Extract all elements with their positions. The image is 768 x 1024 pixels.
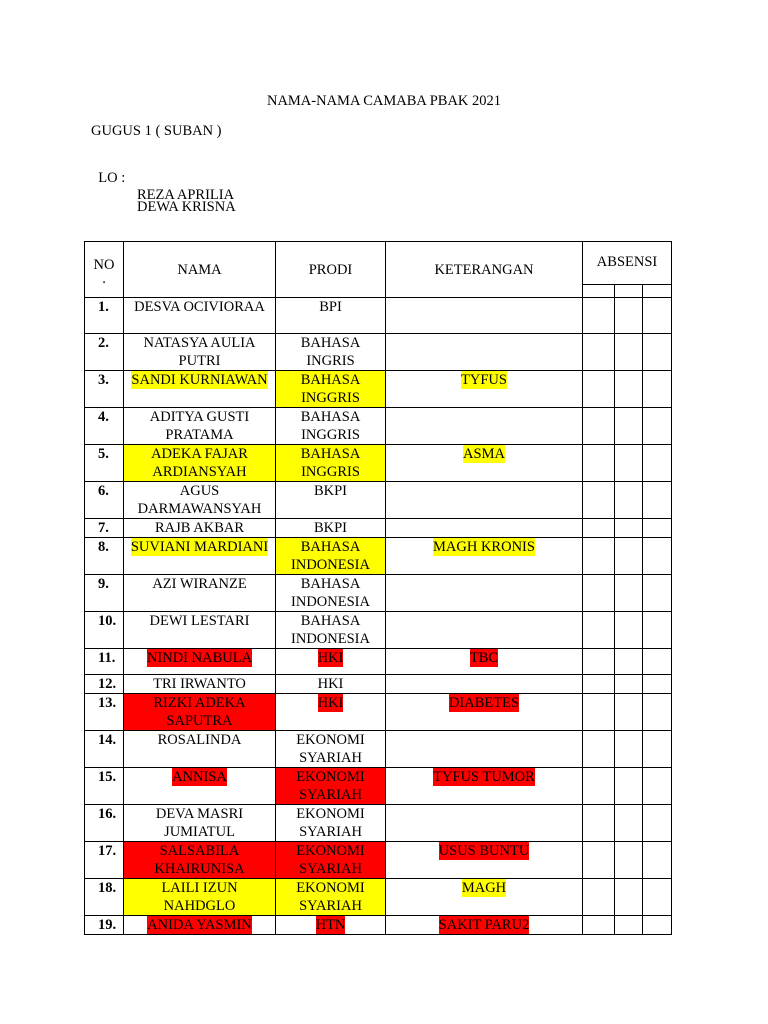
absensi-cell-3[interactable] [643,408,672,445]
row-number: 11. [85,649,124,675]
row-keterangan [386,408,583,445]
absensi-cell-3[interactable] [643,842,672,879]
absensi-cell-3[interactable] [643,371,672,408]
table-row [85,408,672,445]
row-number: 6. [85,482,124,519]
row-keterangan: DIABETES [386,694,583,731]
header-nama: NAMA [124,242,276,298]
absensi-cell-1[interactable] [583,538,615,575]
absensi-cell-1[interactable] [583,612,615,649]
absensi-cell-1[interactable] [583,371,615,408]
row-number: 19. [85,916,124,935]
absensi-cell-2[interactable] [615,445,643,482]
absensi-cell-1[interactable] [583,334,615,371]
table-row [85,805,672,842]
absensi-cell-2[interactable] [615,805,643,842]
row-prodi: BAHASA INGGRIS [276,371,386,408]
row-prodi: HKI [276,694,386,731]
table-row [85,482,672,519]
row-nama: DESVA OCIVIORAA [124,298,276,334]
row-number: 9. [85,575,124,612]
absensi-cell-3[interactable] [643,879,672,916]
absensi-cell-2[interactable] [615,575,643,612]
absensi-cell-3[interactable] [643,675,672,694]
row-keterangan [386,675,583,694]
lo-name-1: REZA APRILIA [137,187,235,203]
absensi-cell-2[interactable] [615,538,643,575]
row-nama: RAJB AKBAR [124,519,276,538]
absensi-cell-1[interactable] [583,731,615,768]
absensi-col-3 [643,285,672,298]
row-number: 8. [85,538,124,575]
row-keterangan: TYFUS TUMOR [386,768,583,805]
row-number: 5. [85,445,124,482]
row-prodi: BAHASA INGGRIS [276,445,386,482]
row-number: 13. [85,694,124,731]
table-row [85,694,672,731]
row-keterangan: MAGH [386,879,583,916]
absensi-cell-3[interactable] [643,445,672,482]
header-no: NO . [85,242,124,298]
row-nama: SUVIANI MARDIANI [124,538,276,575]
absensi-cell-3[interactable] [643,538,672,575]
row-keterangan [386,575,583,612]
row-prodi: EKONOMI SYARIAH [276,768,386,805]
absensi-cell-1[interactable] [583,445,615,482]
row-number: 18. [85,879,124,916]
absensi-cell-3[interactable] [643,612,672,649]
row-prodi: EKONOMI SYARIAH [276,842,386,879]
row-prodi: BAHASA INDONESIA [276,538,386,575]
table-row [85,538,672,575]
row-prodi: BKPI [276,482,386,519]
row-number: 10. [85,612,124,649]
absensi-cell-2[interactable] [615,768,643,805]
row-keterangan [386,612,583,649]
row-keterangan [386,519,583,538]
table-row [85,298,672,334]
absensi-cell-3[interactable] [643,298,672,334]
row-prodi: BAHASA INDONESIA [276,575,386,612]
table-row [85,519,672,538]
table-row [85,675,672,694]
gugus-label: GUGUS 1 ( SUBAN ) [91,123,222,139]
absensi-cell-2[interactable] [615,675,643,694]
table-row [85,575,672,612]
absensi-cell-1[interactable] [583,768,615,805]
absensi-cell-3[interactable] [643,731,672,768]
absensi-cell-2[interactable] [615,519,643,538]
row-prodi: EKONOMI SYARIAH [276,879,386,916]
row-nama: SANDI KURNIAWAN [124,371,276,408]
absensi-cell-2[interactable] [615,916,643,935]
table-row [85,879,672,916]
absensi-cell-3[interactable] [643,768,672,805]
row-prodi: HTN [276,916,386,935]
row-keterangan [386,482,583,519]
row-number: 1. [85,298,124,334]
row-prodi: BKPI [276,519,386,538]
row-nama: AZI WIRANZE [124,575,276,612]
row-number: 14. [85,731,124,768]
row-number: 16. [85,805,124,842]
row-nama: LAILI IZUN NAHDGLO [124,879,276,916]
table-row [85,768,672,805]
absensi-cell-2[interactable] [615,649,643,675]
absensi-cell-1[interactable] [583,575,615,612]
row-number: 4. [85,408,124,445]
absensi-cell-3[interactable] [643,519,672,538]
row-number: 12. [85,675,124,694]
row-nama: ANNISA [124,768,276,805]
absensi-cell-2[interactable] [615,612,643,649]
row-prodi: HKI [276,649,386,675]
absensi-cell-2[interactable] [615,731,643,768]
lo-label: LO : [98,170,126,186]
absensi-cell-1[interactable] [583,694,615,731]
absensi-cell-3[interactable] [643,482,672,519]
absensi-cell-1[interactable] [583,805,615,842]
lo-name-2: DEWA KRISNA [137,199,236,215]
row-prodi: BPI [276,298,386,334]
table-row [85,334,672,371]
document-title: NAMA-NAMA CAMABA PBAK 2021 [266,93,502,109]
absensi-col-2 [615,285,643,298]
row-nama: ANIDA YASMIN [124,916,276,935]
absensi-cell-2[interactable] [615,298,643,334]
row-number: 7. [85,519,124,538]
row-prodi: BAHASA INDONESIA [276,612,386,649]
row-keterangan [386,731,583,768]
table-row [85,649,672,675]
row-nama: ADEKA FAJAR ARDIANSYAH [124,445,276,482]
row-nama: NATASYA AULIA PUTRI [124,334,276,371]
row-prodi: HKI [276,675,386,694]
absensi-cell-1[interactable] [583,482,615,519]
header-absensi: ABSENSI [583,242,672,285]
header-prodi: PRODI [276,242,386,298]
row-prodi: EKONOMI SYARIAH [276,805,386,842]
row-nama: DEVA MASRI JUMIATUL [124,805,276,842]
row-nama: ROSALINDA [124,731,276,768]
camaba-table [84,241,672,935]
absensi-cell-1[interactable] [583,879,615,916]
row-nama: TRI IRWANTO [124,675,276,694]
absensi-cell-1[interactable] [583,298,615,334]
row-number: 2. [85,334,124,371]
absensi-cell-2[interactable] [615,879,643,916]
table-row [85,731,672,768]
absensi-cell-1[interactable] [583,519,615,538]
absensi-cell-2[interactable] [615,371,643,408]
row-keterangan: SAKIT PARU2 [386,916,583,935]
row-keterangan [386,805,583,842]
header-keterangan: KETERANGAN [386,242,583,298]
absensi-cell-2[interactable] [615,408,643,445]
table-row [85,371,672,408]
row-keterangan: MAGH KRONIS [386,538,583,575]
row-prodi: BAHASA INGGRIS [276,408,386,445]
absensi-cell-2[interactable] [615,694,643,731]
row-nama: RIZKI ADEKA SAPUTRA [124,694,276,731]
absensi-col-1 [583,285,615,298]
absensi-cell-3[interactable] [643,805,672,842]
row-number: 17. [85,842,124,879]
absensi-cell-1[interactable] [583,408,615,445]
row-keterangan [386,334,583,371]
row-number: 15. [85,768,124,805]
table-row [85,445,672,482]
absensi-cell-1[interactable] [583,649,615,675]
row-prodi: BAHASA INGRIS [276,334,386,371]
table-row [85,916,672,935]
row-nama: DEWI LESTARI [124,612,276,649]
absensi-cell-3[interactable] [643,694,672,731]
absensi-cell-1[interactable] [583,675,615,694]
table-row [85,612,672,649]
absensi-cell-3[interactable] [643,334,672,371]
row-nama: ADITYA GUSTI PRATAMA [124,408,276,445]
row-keterangan: USUS BUNTU [386,842,583,879]
absensi-cell-3[interactable] [643,916,672,935]
absensi-cell-2[interactable] [615,482,643,519]
row-keterangan [386,298,583,334]
table-row [85,842,672,879]
row-nama: NINDI NABULA [124,649,276,675]
absensi-cell-2[interactable] [615,334,643,371]
absensi-cell-3[interactable] [643,575,672,612]
row-keterangan: TYFUS [386,371,583,408]
absensi-cell-1[interactable] [583,842,615,879]
row-nama: SALSABILA KHAIRUNISA [124,842,276,879]
row-nama: AGUS DARMAWANSYAH [124,482,276,519]
row-number: 3. [85,371,124,408]
absensi-cell-1[interactable] [583,916,615,935]
absensi-cell-3[interactable] [643,649,672,675]
absensi-cell-2[interactable] [615,842,643,879]
row-keterangan: TBC [386,649,583,675]
row-prodi: EKONOMI SYARIAH [276,731,386,768]
row-keterangan: ASMA [386,445,583,482]
